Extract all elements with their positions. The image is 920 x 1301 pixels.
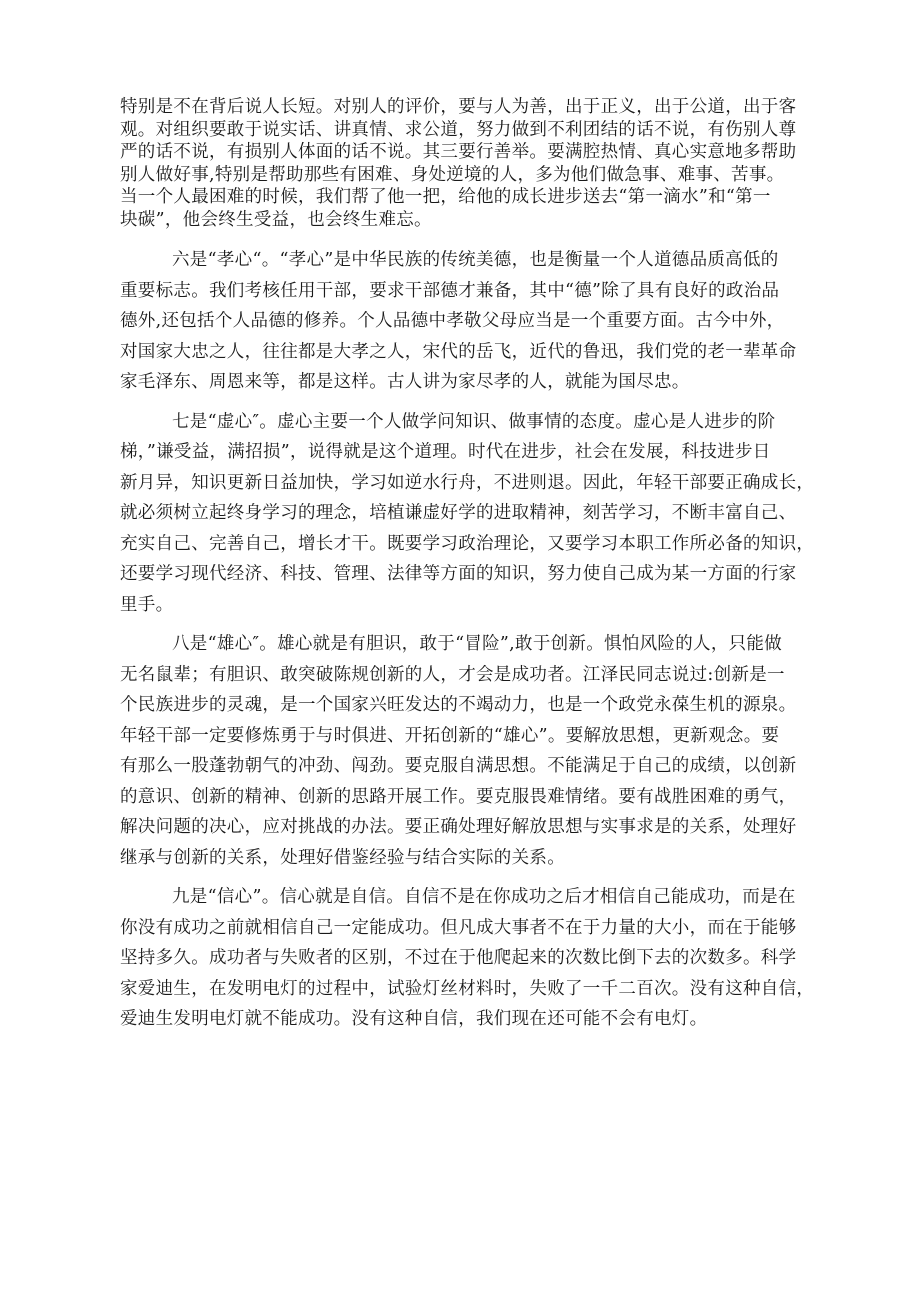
text-line: 德外,还包括个人品德的修养。个人品德中孝敬父母应当是一个重要方面。古今中外，	[120, 311, 785, 331]
text-line: 九是“信心”。信心就是自信。自信不是在你成功之后才相信自己能成功，而是在	[172, 887, 796, 907]
text-line: 对国家大忠之人，往往都是大孝之人，宋代的岳飞，近代的鲁迅，我们党的老一辈革命	[120, 341, 797, 362]
text-line: 家毛泽东、周恩来等，都是这样。古人讲为家尽孝的人，就能为国尽忠。	[120, 372, 690, 392]
text-line: 当一个人最困难的时候，我们帮了他一把，给他的成长进步送去“第一滴水”和“第一	[120, 187, 771, 207]
text-line: 七是“虚心″。虚心主要一个人做学问知识、做事情的态度。虚心是人进步的阶	[172, 411, 776, 432]
paragraph-confidence	[120, 882, 815, 1035]
text-line: 个民族进步的灵魂，是一个国家兴旺发达的不竭动力，也是一个政党永葆生机的源泉。	[120, 695, 797, 715]
paragraph-filial-piety	[120, 245, 800, 398]
text-line: 还要学习现代经济、科技、管理、法律等方面的知识，努力使自己成为某一方面的行家	[120, 564, 797, 584]
text-line: 观。对组织要敢于说实话、讲真情、求公道，努力做到不利团结的话不说，有伤别人尊	[120, 119, 797, 140]
text-line: 解决问题的决心，应对挑战的办法。要正确处理好解放思想与实事求是的关系，处理好	[120, 817, 797, 837]
text-line: 家爱迪生，在发明电灯的过程中，试验灯丝材料时，失败了一千二百次。没有这种自信，	[120, 978, 815, 999]
text-line: 继承与创新的关系，处理好借鉴经验与结合实际的关系。	[120, 847, 565, 868]
text-line: 坚持多久。成功者与失败者的区别，不过在于他爬起来的次数比倒下去的次数多。科学	[120, 948, 797, 968]
text-line: 你没有成功之前就相信自己一定能成功。但凡成大事者不在于力量的大小，而在于能够	[120, 917, 797, 938]
text-line: 特别是不在背后说人长短。对别人的评价，要与人为善，出于正义，出于公道，出于客	[120, 97, 797, 117]
paragraph-conduct-continued	[120, 96, 800, 231]
paragraph-modesty	[120, 407, 815, 621]
text-line: 充实自己、完善自己，增长才干。既要学习政治理论，又要学习本职工作所必备的知识，	[120, 533, 815, 554]
text-line: 有那么一股蓬勃朝气的冲劲、闯劲。要克服自满思想。不能满足于自己的成绩，以创新	[120, 756, 797, 776]
text-line: 六是“孝心“。“孝心”是中华民族的传统美德，也是衡量一个人道德品质高低的	[172, 250, 779, 270]
text-line: 就必须树立起终身学习的理念，培植谦虚好学的进取精神，刻苦学习，不断丰富自己、	[120, 503, 797, 523]
text-line: 爱迪生发明电灯就不能成功。没有这种自信，我们现在还可能不会有电灯。	[120, 1009, 708, 1029]
text-line: 八是“雄心″。雄心就是有胆识，敢于“冒险”,敢于创新。惧怕风险的人，只能做	[172, 634, 783, 654]
text-line: 新月异，知识更新日益加快，学习如逆水行舟，不进则退。因此，年轻干部要正确成长，	[120, 472, 815, 493]
text-line: 重要标志。我们考核任用干部，要求干部德才兼备，其中“德”除了具有良好的政治品	[120, 280, 780, 301]
text-line: 无名鼠辈；有胆识、敢突破陈规创新的人，才会是成功者。江泽民同志说过:创新是一	[120, 664, 785, 685]
text-line: 块碳”，他会终生受益，也会终生难忘。	[120, 209, 432, 230]
text-line: 里手。	[120, 594, 174, 615]
text-line: 年轻干部一定要修炼勇于与时俱进、开拓创新的“雄心”。要解放思想，更新观念。要	[120, 725, 780, 746]
text-line: 的意识、创新的精神、创新的思路开展工作。要克服畏难情绪。要有战胜困难的勇气，	[120, 786, 797, 807]
paragraph-ambition	[120, 629, 800, 873]
document-body	[120, 96, 815, 1044]
text-line: 别人做好事,特别是帮助那些有困难、身处逆境的人，多为他们做急事、难事、苦事。	[120, 164, 785, 185]
text-line: 梯，”谦受益，满招损”，说得就是这个道理。时代在进步，社会在发展，科技进步日	[120, 442, 771, 462]
text-line: 严的话不说，有损别人体面的话不说。其三要行善举。要满腔热情、真心实意地多帮助	[120, 142, 797, 162]
